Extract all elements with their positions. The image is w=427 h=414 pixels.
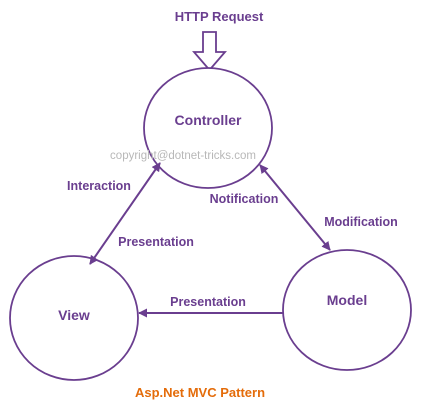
model-node	[283, 250, 411, 370]
view-label: View	[58, 307, 90, 323]
diagram-title: Asp.Net MVC Pattern	[134, 385, 266, 400]
request-arrow	[194, 32, 225, 70]
model-label: Model	[326, 292, 368, 308]
http-request-label: HTTP Request	[174, 9, 264, 24]
presentation-model-view-label: Presentation	[170, 295, 246, 309]
controller-label: Controller	[174, 112, 242, 128]
modification-label: Modification	[324, 215, 398, 229]
notification-label: Notification	[209, 192, 279, 206]
controller-model-arrow	[260, 165, 330, 250]
controller-node	[144, 68, 272, 188]
presentation-controller-view-label: Presentation	[118, 235, 194, 249]
interaction-label: Interaction	[67, 179, 131, 193]
copyright-watermark: copyright@dotnet-tricks.com	[110, 150, 256, 162]
